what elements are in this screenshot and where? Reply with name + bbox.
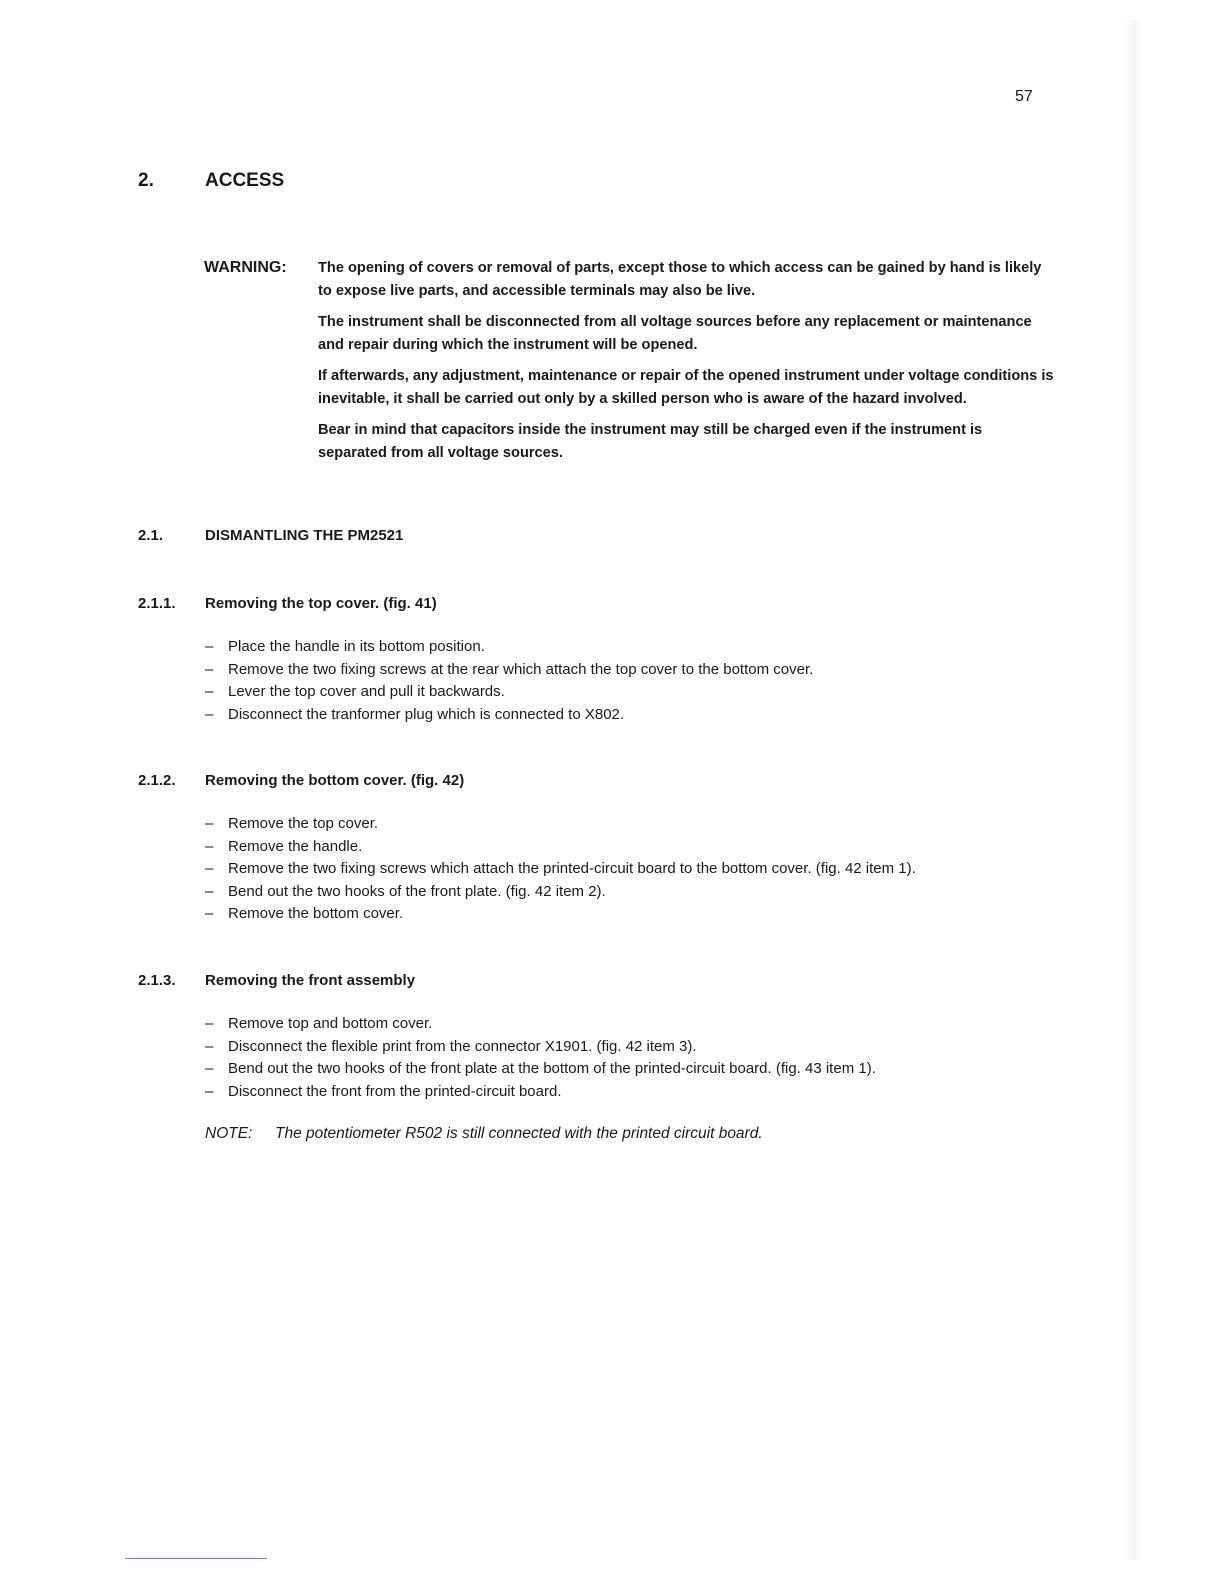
dash-bullet: – (205, 1060, 214, 1077)
list-item-text: Disconnect the tranformer plug which is connected to X802. (228, 705, 625, 723)
section-number: 2. (138, 170, 154, 191)
list-item-text: Disconnect the flexible print from the connector X1901. (fig. 42 item 3). (228, 1037, 697, 1055)
list-item (205, 704, 813, 727)
list-item (205, 858, 916, 881)
step-number: 2.1.3. (138, 972, 176, 989)
list-item (205, 1081, 876, 1104)
list-item-text: Disconnect the front from the printed-circuit board. (228, 1082, 562, 1100)
warning-paragraph: Bear in mind that capacitors inside the instrument may still be charged even if the instrument is separated from all voltage sources. (318, 422, 983, 461)
step-number: 2.1.2. (138, 772, 176, 789)
list-item (205, 659, 813, 682)
list-item-text: Remove the bottom cover. (228, 905, 404, 922)
list-item-text: Lever the top cover and pull it backwards. (228, 683, 505, 700)
list-item-text: Remove the handle. (228, 837, 363, 855)
dash-bullet: – (205, 1015, 214, 1032)
step-list-top-cover (205, 636, 813, 726)
list-item-text: Remove top and bottom cover. (228, 1015, 433, 1032)
list-item (205, 636, 813, 659)
dash-bullet: – (205, 815, 214, 832)
step-title: Removing the front assembly (205, 972, 416, 989)
footer-rule (125, 1558, 267, 1559)
step-list-front-assembly (205, 1013, 876, 1103)
dash-bullet: – (205, 683, 214, 700)
list-item-text: Bend out the two hooks of the front plate. (fig. 42 item 2). (228, 882, 606, 900)
warning-paragraph: The opening of covers or removal of parts, except those to which access can be gained by hand is likely to expose live parts, and accessible terminals may also be live. (318, 260, 1042, 299)
warning-paragraph: If afterwards, any adjustment, maintenance or repair of the opened instrument under voltage conditions is inevitable, it shall be carried out only by a skilled person who is aware of the hazard involved. (318, 368, 1054, 407)
dash-bullet: – (205, 1037, 214, 1055)
list-item (205, 1036, 876, 1059)
page-number: 57 (1015, 88, 1033, 105)
list-item-text: Remove the two fixing screws at the rear which attach the top cover to the bottom cover. (228, 660, 814, 678)
list-item-text: Remove the two fixing screws which attach the printed-circuit board to the bottom cover. (fig. 42 item 1). (228, 860, 916, 877)
subsection-number: 2.1. (138, 527, 164, 544)
step-title: Removing the bottom cover. (fig. 42) (205, 772, 465, 789)
dash-bullet: – (205, 905, 214, 922)
list-item (205, 836, 916, 859)
note (205, 1125, 763, 1143)
page-edge-shadow (1122, 20, 1144, 1560)
dash-bullet: – (205, 1082, 214, 1100)
list-item (205, 813, 916, 836)
subsection-title: DISMANTLING THE PM2521 (205, 527, 404, 544)
step-title: Removing the top cover. (fig. 41) (205, 595, 437, 612)
warning-paragraph: The instrument shall be disconnected from all voltage sources before any replacement or maintenance and repair during which the instrument will be opened. (318, 314, 1032, 353)
list-item (205, 881, 916, 904)
list-item-text: Place the handle in its bottom position. (228, 638, 485, 655)
dash-bullet: – (205, 705, 214, 723)
dash-bullet: – (205, 837, 214, 855)
list-item-text: Remove the top cover. (228, 815, 379, 832)
dash-bullet: – (205, 860, 214, 877)
list-item (205, 1058, 876, 1081)
list-item (205, 1013, 876, 1036)
step-number: 2.1.1. (138, 595, 176, 612)
note-label: NOTE: (205, 1125, 253, 1142)
dash-bullet: – (205, 638, 214, 655)
warning-body (318, 257, 1054, 473)
dash-bullet: – (205, 882, 214, 900)
step-list-bottom-cover (205, 813, 916, 926)
list-item-text: Bend out the two hooks of the front plate at the bottom of the printed-circuit board. (fig. 43 item 1). (228, 1060, 876, 1077)
list-item (205, 681, 813, 704)
list-item (205, 903, 916, 926)
note-text: The potentiometer R502 is still connected with the printed circuit board. (275, 1125, 763, 1142)
warning-label: WARNING: (204, 259, 287, 276)
section-title: ACCESS (205, 170, 285, 191)
dash-bullet: – (205, 660, 214, 678)
